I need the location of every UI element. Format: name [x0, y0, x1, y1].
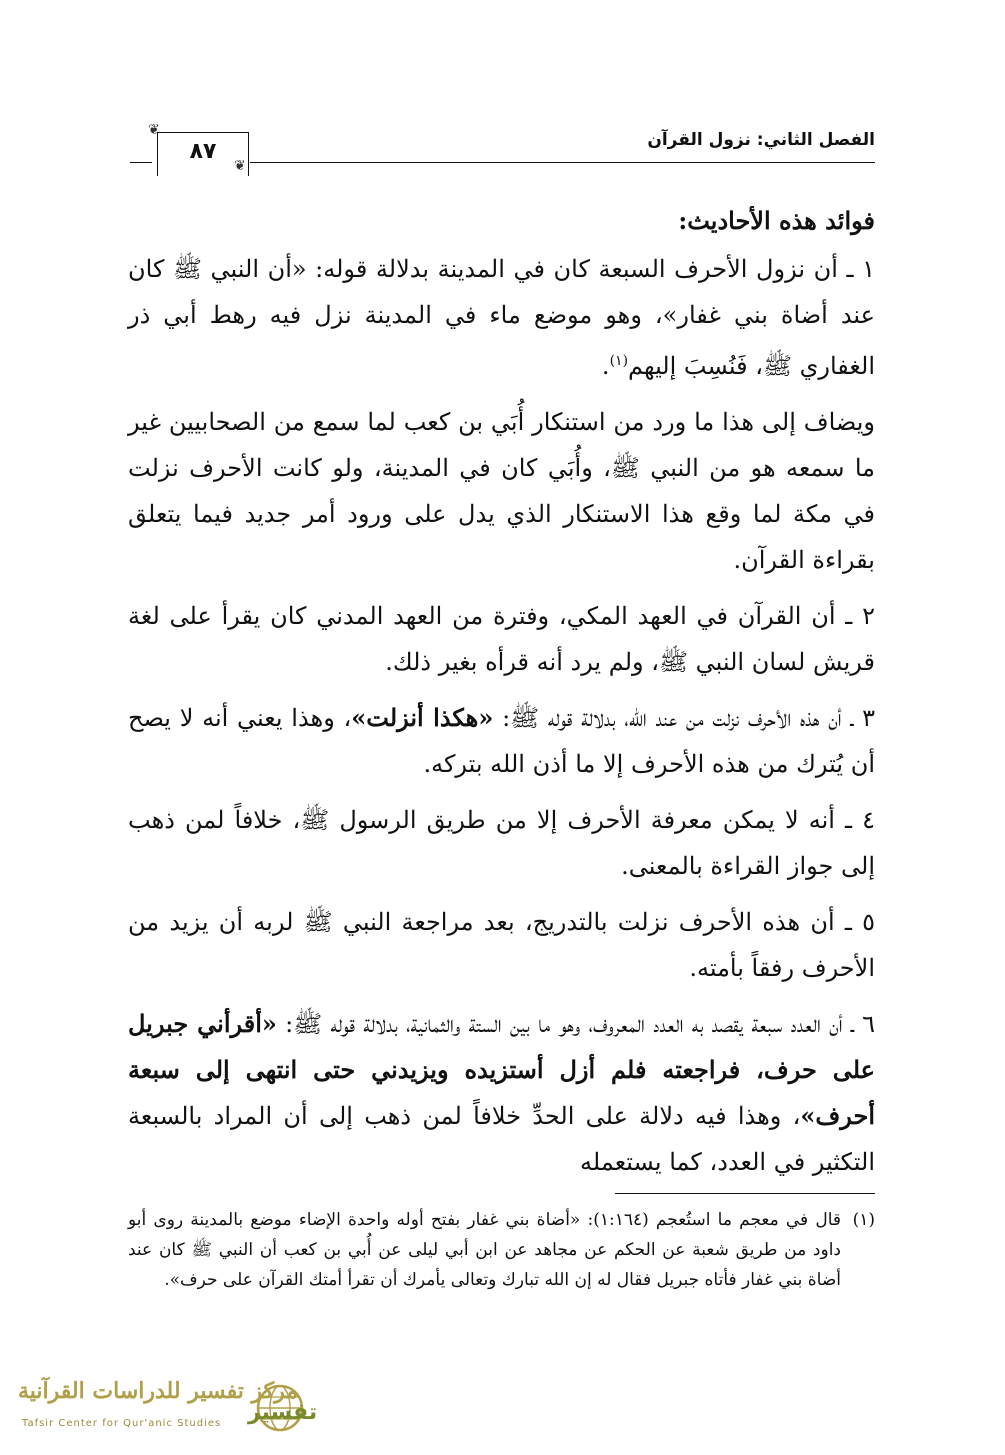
paragraph-text: ، وهذا فيه دلالة على الحدِّ خلافاً لمن ذهب إلى أن المراد بالسبعة التكثير في العدد، كما يستعمله: [128, 1102, 875, 1176]
paragraph: [128, 399, 875, 583]
paragraph-text: ، وهذا يعني أنه لا يصح أن يُترك من هذه الأحرف إلا ما أذن الله بتركه.: [128, 704, 875, 778]
paragraph-text: ٤ ـ أنه لا يمكن معرفة الأحرف إلا من طريق الرسول ﷺ، خلافاً لمن ذهب إلى جواز القراءة بالمعنى.: [128, 806, 875, 880]
quote-text: «أقرأني جبريل على حرف، فراجعته فلم أزل أستزيده ويزيدني حتى انتهى إلى سبعة أحرف»: [128, 1009, 875, 1130]
paragraph: [128, 695, 875, 787]
ornament-icon: ❦: [234, 158, 246, 174]
paragraphs: [128, 246, 875, 1185]
paragraph: [128, 1001, 875, 1185]
paragraph-text: ويضاف إلى هذا ما ورد من استنكار أُبَي بن كعب لما سمع من الصحابيين غير ما سمعه هو من النبي ﷺ، وأُبَي كان في المدينة، ولو كانت الأحرف نزلت في مكة لما وقع هذا الاستنكار الذي يدل على ورود أمر جديد فيما يتعلق بقراءة القرآن.: [128, 408, 876, 574]
page-number: ٨٧: [189, 139, 217, 164]
header-rule: [250, 162, 875, 163]
paragraph: [128, 797, 875, 889]
paragraph-text: ١ ـ أن نزول الأحرف السبعة كان في المدينة بدلالة قوله: «أن النبي ﷺ كان عند أضاة بني غفار»، وهو موضع ماء في المدينة نزل فيه رهط أبي ذر الغفاري ﷺ، فَنُسِبَ إليهم: [128, 255, 875, 380]
footnote-number: (١): [852, 1210, 875, 1230]
footnote-text: قال في معجم ما استُعجم (١:١٦٤): «أضاة بني غفار بفتح أوله واحدة الإضاء موضع بالمدينة روى أبو داود من طريق شعبة عن الحكم عن مجاهد عن ابن أبي ليلى عن أُبي بن كعب أن النبي ﷺ كان عند أضاة بني غفار فأتاه جبريل فقال له إن الله تبارك وتعالى يأمرك أن تقرأ أمتك القرآن على حرف».: [128, 1210, 842, 1290]
paragraph: [128, 246, 875, 389]
footnote-rule: [615, 1193, 875, 1194]
paragraph: [128, 593, 875, 685]
paragraph-text: ٦ ـ أن العدد سبعة يقصد به العدد المعروف، وهو ما بين الستة والثمانية، بدلالة قوله ﷺ:: [276, 1010, 875, 1038]
paragraph-text: ٥ ـ أن هذه الأحرف نزلت بالتدريج، بعد مراجعة النبي ﷺ لربه أن يزيد من الأحرف رفقاً بأمته.: [128, 908, 875, 982]
logo-arabic-text: مركز تفسير للدراسات القرآنية: [18, 1378, 299, 1404]
footnote-ref: (١): [609, 353, 629, 369]
chapter-title: الفصل الثاني: نزول القرآن: [647, 130, 875, 150]
logo-english-text: Tafsir Center for Qur'anic Studies: [22, 1418, 222, 1429]
paragraph: [128, 899, 875, 991]
paragraph-text: ٢ ـ أن القرآن في العهد المكي، وفترة من العهد المدني كان يقرأ على لغة قريش لسان النبي ﷺ، ولم يرد أنه قرأه بغير ذلك.: [128, 602, 875, 676]
paragraph-text: .: [601, 352, 610, 380]
logo-wordmark: تفسير: [248, 1400, 318, 1425]
page-header: [130, 118, 875, 173]
footnote: [128, 1205, 875, 1295]
publisher-logo: [8, 1378, 328, 1448]
paragraph-text: ٣ ـ أن هذه الأحرف نزلت من عند الله، بدلالة قوله ﷺ:: [493, 704, 875, 732]
header-rule-left: [130, 162, 152, 163]
section-heading: فوائد هذه الأحاديث:: [678, 206, 875, 235]
quote-text: «هكذا أنزلت»: [351, 703, 494, 732]
main-text: [128, 198, 875, 1195]
ornament-icon: ❦: [148, 122, 160, 138]
